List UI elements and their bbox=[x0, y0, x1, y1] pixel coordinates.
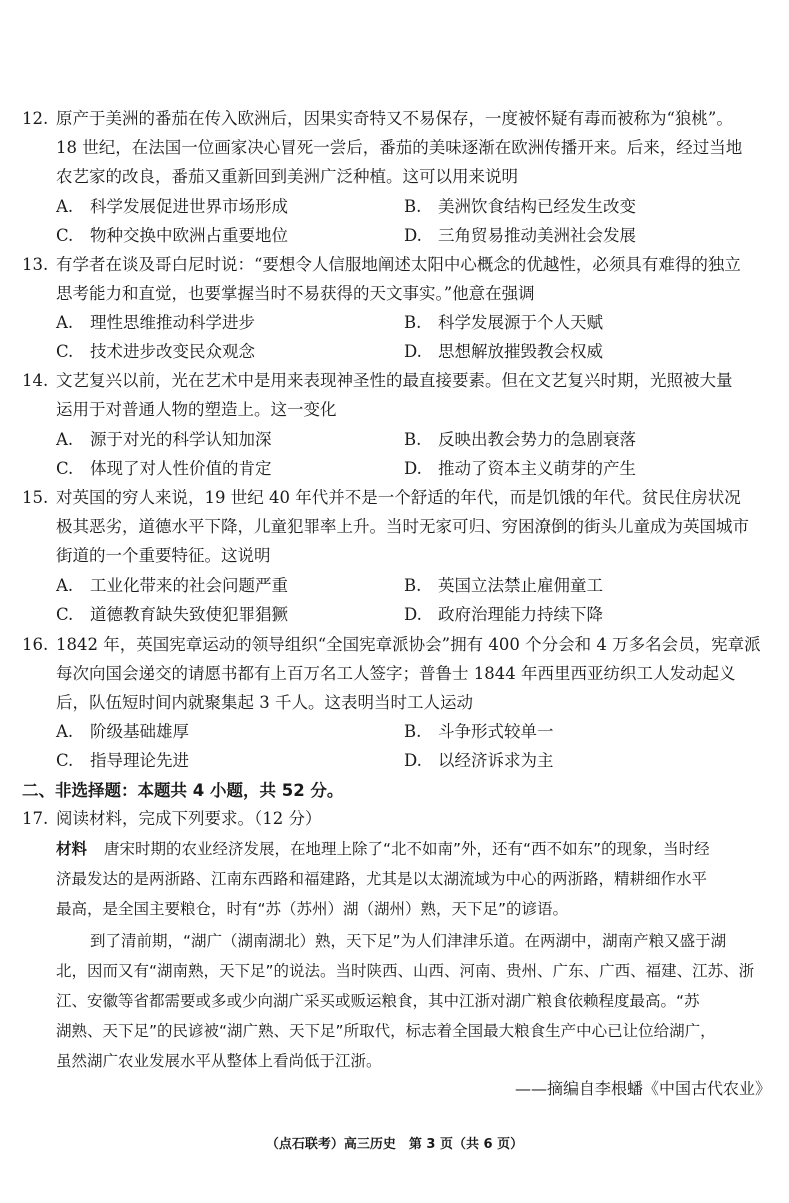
q13-option-c[interactable]: C. 技术进步改变民众观念 bbox=[56, 342, 255, 361]
q12-line-3: 农艺家的改良，番茄又重新回到美洲广泛种植。这可以用来说明 bbox=[56, 167, 518, 186]
material-p2-line-4: 湖熟、天下足”的民谚被“湖广熟、天下足”所取代，标志着全国最大粮食生产中心已让位给湖广， bbox=[56, 1022, 716, 1040]
q13-option-b[interactable]: B. 科学发展源于个人天赋 bbox=[404, 313, 603, 332]
q15-number: 15. bbox=[22, 488, 49, 507]
q12-option-a[interactable]: A. 科学发展促进世界市场形成 bbox=[56, 197, 288, 216]
q12-line-2: 18 世纪，在法国一位画家决心冒死一尝后，番茄的美味逐渐在欧洲传播开来。后来，经过当地 bbox=[56, 138, 743, 157]
q14-line-1: 14. 文艺复兴以前，光在艺术中是用来表现神圣性的最直接要素。但在文艺复兴时期，光照被大量 bbox=[22, 371, 733, 390]
material-p2-line-1: 到了清前期，“湖广（湖南湖北）熟，天下足”为人们津津乐道。在两湖中，湖南产粮又盛于湖 bbox=[90, 932, 727, 950]
material-p1-line-1: 唐宋时期的农业经济发展，在地理上除了“北不如南”外，还有“西不如东”的现象，当时经 bbox=[104, 840, 710, 858]
q15-option-b[interactable]: B. 英国立法禁止雇佣童工 bbox=[404, 576, 603, 595]
q14-option-c[interactable]: C. 体现了对人性价值的肯定 bbox=[56, 459, 272, 478]
q15-line-3: 街道的一个重要特征。这说明 bbox=[56, 546, 271, 565]
q14-line-2: 运用于对普通人物的塑造上。这一变化 bbox=[56, 400, 337, 419]
q12-line-1 bbox=[22, 108, 733, 130]
q14-option-a[interactable]: A. 源于对光的科学认知加深 bbox=[56, 430, 272, 449]
q12-number: 12. bbox=[22, 109, 49, 128]
q16-line-2: 每次向国会递交的请愿书都有上百万名工人签字；普鲁士 1844 年西里西亚纺织工人发动起义 bbox=[56, 664, 736, 683]
q15-option-d[interactable]: D. 政府治理能力持续下降 bbox=[404, 605, 603, 624]
material-label: 材料 bbox=[56, 840, 88, 858]
material-p2-line-2: 北，因而又有“湖南熟，天下足”的说法。当时陕西、山西、河南、贵州、广东、广西、福建、江苏、浙 bbox=[56, 962, 755, 980]
q14-option-b[interactable]: B. 反映出教会势力的急剧衰落 bbox=[404, 430, 636, 449]
material-p2-line-3: 江、安徽等省都需要或多或少向湖广采买或贩运粮食，其中江浙对湖广粮食依赖程度最高。“苏 bbox=[56, 992, 700, 1010]
material-p1-line-3: 最高，是全国主要粮仓，时有“苏（苏州）湖（湖州）熟，天下足”的谚语。 bbox=[56, 900, 569, 918]
q16-line-1: 16. 1842 年，英国宪章运动的领导组织“全国宪章派协会”拥有 400 个分会和 4 万多名会员，宪章派 bbox=[22, 635, 761, 654]
q14-option-d[interactable]: D. 推动了资本主义萌芽的产生 bbox=[404, 459, 636, 478]
q17-number: 17. bbox=[22, 809, 49, 828]
q15-line-1: 15. 对英国的穷人来说，19 世纪 40 年代并不是一个舒适的年代，而是饥饿的年代。贫民住房状况 bbox=[22, 488, 741, 507]
q16-option-d[interactable]: D. 以经济诉求为主 bbox=[404, 751, 554, 770]
material-p1-line-2: 济最发达的是两浙路、江南东西路和福建路，尤其是以太湖流域为中心的两浙路，精耕细作水平 bbox=[56, 870, 708, 888]
q16-option-b[interactable]: B. 斗争形式较单一 bbox=[404, 722, 554, 741]
material-source: ——摘编自李根蟠《中国古代农业》 bbox=[514, 1079, 771, 1098]
q16-option-a[interactable]: A. 阶级基础雄厚 bbox=[56, 722, 189, 741]
q15-option-a[interactable]: A. 工业化带来的社会问题严重 bbox=[56, 576, 288, 595]
q16-number: 16. bbox=[22, 635, 49, 654]
page-footer: （点石联考）高三历史 第 3 页（共 6 页） bbox=[265, 1137, 524, 1152]
q17-title-line: 17. 阅读材料，完成下列要求。（12 分） bbox=[22, 809, 322, 828]
q12-option-c[interactable]: C. 物种交换中欧洲占重要地位 bbox=[56, 226, 288, 245]
q13-number: 13. bbox=[22, 255, 49, 274]
q12-option-b[interactable]: B. 美洲饮食结构已经发生改变 bbox=[404, 197, 636, 216]
q13-option-a[interactable]: A. 理性思维推动科学进步 bbox=[56, 313, 255, 332]
q15-option-c[interactable]: C. 道德教育缺失致使犯罪猖獗 bbox=[56, 605, 288, 624]
material-p2-line-5: 虽然湖广农业发展水平从整体上看尚低于江浙。 bbox=[56, 1052, 382, 1070]
q12-text-1: 原产于美洲的番茄在传入欧洲后，因果实奇特又不易保存，一度被怀疑有毒而被称为“狼桃”。 bbox=[56, 109, 733, 128]
q14-number: 14. bbox=[22, 371, 49, 390]
q12-option-d[interactable]: D. 三角贸易推动美洲社会发展 bbox=[404, 226, 636, 245]
q13-option-d[interactable]: D. 思想解放摧毁教会权威 bbox=[404, 342, 603, 361]
q16-option-c[interactable]: C. 指导理论先进 bbox=[56, 751, 189, 770]
section-2-heading: 二、非选择题：本题共 4 小题，共 52 分。 bbox=[22, 781, 344, 800]
q13-line-1: 13. 有学者在谈及哥白尼时说：“要想令人信服地阐述太阳中心概念的优越性，必须具有难得的独立 bbox=[22, 255, 741, 274]
q16-line-3: 后，队伍短时间内就聚集起 3 千人。这表明当时工人运动 bbox=[56, 693, 473, 712]
q15-line-2: 极其恶劣，道德水平下降，儿童犯罪率上升。当时无家可归、穷困潦倒的街头儿童成为英国城市 bbox=[56, 517, 749, 536]
q13-line-2: 思考能力和直觉，也要掌握当时不易获得的天文事实。”他意在强调 bbox=[56, 284, 535, 303]
